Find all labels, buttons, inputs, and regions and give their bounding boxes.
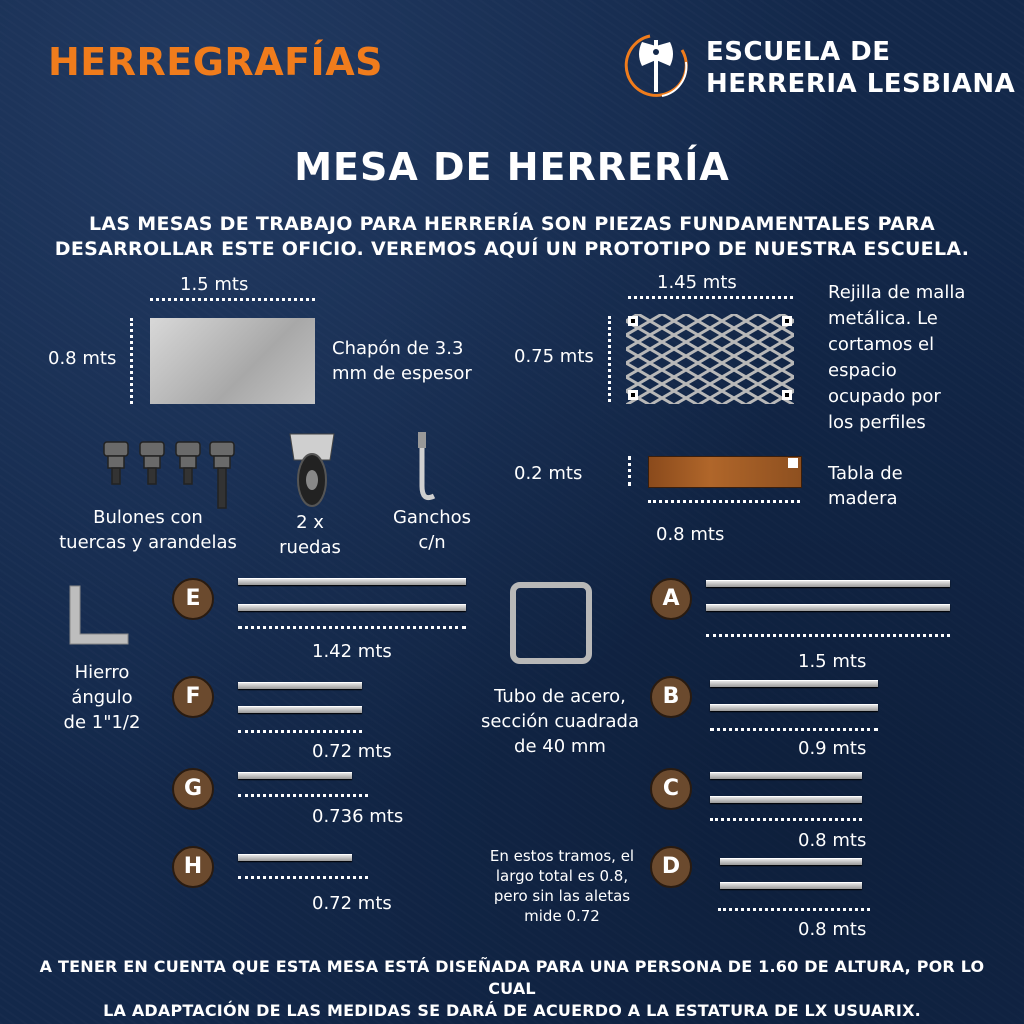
mesh-description [828,280,965,436]
note-line: largo total es 0.8, [495,867,629,885]
piece-h-bar [238,854,352,861]
school-name [706,36,1015,100]
tube-label [460,684,660,759]
mesh-height-dimension [608,316,611,402]
intro-line-2: DESARROLLAR ESTE OFICIO. VEREMOS AQUÍ UN PROTOTIPO DE NUESTRA ESCUELA. [54,238,970,260]
note-line: pero sin las aletas [493,887,631,905]
piece-a-bar [706,580,950,587]
brand-title: HERREGRAFÍAS [48,40,383,84]
piece-d-dimension [718,908,870,911]
plate-height-dimension [130,318,133,404]
mesh-desc-line: cortamos el [828,334,935,355]
hook-icon [404,430,440,506]
mesh-width-dimension [628,296,793,299]
footer-line-1: A TENER EN CUENTA QUE ESTA MESA ESTÁ DISEÑADA PARA UNA PERSONA DE 1.60 DE ALTURA, POR LO CUAL [39,957,985,998]
wheels-label [262,510,358,560]
wood-width-label: 0.8 mts [656,524,725,545]
hooks-label [380,505,484,555]
angle-line-1: Hierro [74,662,130,683]
wood-height-label: 0.2 mts [514,463,583,484]
wheel-icon [286,430,338,510]
piece-h-badge: H [172,846,214,888]
piece-h-length: 0.72 mts [312,893,392,914]
wood-height-dimension [628,456,631,486]
piece-d-bar [720,858,862,865]
intro-line-1: LAS MESAS DE TRABAJO PARA HERRERÍA SON PIEZAS FUNDAMENTALES PARA [88,213,935,235]
piece-f-dimension [238,730,362,733]
piece-c-bar [710,772,862,779]
mesh-desc-line: metálica. Le [828,308,938,329]
piece-b-bar [710,680,878,687]
mesh-desc-line: los perfiles [828,412,926,433]
mesh-desc-line: espacio [828,360,897,381]
bolts-line-1: Bulones con [93,507,203,528]
piece-b-bar [710,704,878,711]
angle-line-2: ángulo [71,687,133,708]
plate-height-label: 0.8 mts [48,348,117,369]
mesh-width-label: 1.45 mts [657,272,737,293]
piece-e-length: 1.42 mts [312,641,392,662]
footer-note [20,956,1004,1022]
steel-plate-image [150,318,315,404]
bolts-line-2: tuercas y arandelas [59,532,237,553]
piece-d-bar [720,882,862,889]
piece-b-dimension [710,728,878,731]
axe-logo-icon [620,30,692,102]
piece-g-bar [238,772,352,779]
intro-text [30,212,994,262]
piece-g-length: 0.736 mts [312,806,404,827]
angle-line-3: de 1"1/2 [63,712,141,733]
wood-width-dimension [648,500,800,503]
piece-b-length: 0.9 mts [798,738,867,759]
piece-c-badge: C [650,768,692,810]
plate-description [332,336,472,386]
wheels-line-2: ruedas [279,537,341,558]
angle-iron-label [52,660,152,735]
wheels-line-1: 2 x [296,512,324,533]
hooks-line-1: Ganchos [392,507,472,528]
mesh-desc-line: Rejilla de malla [828,282,966,303]
piece-e-bar [238,578,466,585]
piece-f-badge: F [172,676,214,718]
piece-c-dimension [710,818,862,821]
hooks-line-2: c/n [418,532,446,553]
tube-line-1: Tubo de acero, [494,686,626,707]
tube-line-3: de 40 mm [514,736,606,757]
plate-desc-line-1: Chapón de 3.3 [332,338,464,359]
piece-a-badge: A [650,578,692,620]
footer-line-2: LA ADAPTACIÓN DE LAS MEDIDAS SE DARÁ DE ACUERDO A LA ESTATURA DE LX USUARIX. [103,1001,921,1020]
piece-d-note [476,846,648,926]
piece-b-badge: B [650,676,692,718]
piece-g-badge: G [172,768,214,810]
piece-e-bar [238,604,466,611]
school-line-2: HERRERIA LESBIANA [706,69,1016,99]
piece-d-badge: D [650,846,692,888]
wood-desc-line-2: madera [828,488,898,509]
piece-d-length: 0.8 mts [798,919,867,940]
plate-width-label: 1.5 mts [180,274,249,295]
tube-line-2: sección cuadrada [480,711,640,732]
plate-width-dimension [150,298,315,301]
school-line-1: ESCUELA DE [706,37,891,67]
piece-f-bar [238,682,362,689]
piece-c-length: 0.8 mts [798,830,867,851]
wood-description [828,461,903,511]
square-tube-icon [510,582,592,664]
wood-desc-line-1: Tabla de [828,463,903,484]
piece-c-bar [710,796,862,803]
piece-g-dimension [238,794,368,797]
piece-a-length: 1.5 mts [798,651,867,672]
piece-f-bar [238,706,362,713]
piece-e-badge: E [172,578,214,620]
piece-a-dimension [706,634,950,637]
note-line: mide 0.72 [524,907,600,925]
mesh-height-label: 0.75 mts [514,346,594,367]
piece-f-length: 0.72 mts [312,741,392,762]
piece-e-dimension [238,626,466,629]
plate-desc-line-2: mm de espesor [332,363,472,384]
metal-mesh-image [626,314,794,404]
wood-board-image [648,456,802,488]
piece-a-bar [706,604,950,611]
note-line: En estos tramos, el [489,847,635,865]
page-title: MESA DE HERRERÍA [294,145,730,189]
mesh-desc-line: ocupado por [828,386,941,407]
bolts-label [48,505,248,555]
angle-iron-icon [66,584,132,646]
piece-h-dimension [238,876,368,879]
wood-corner-marker [788,458,798,468]
bolts-icon [98,436,238,516]
